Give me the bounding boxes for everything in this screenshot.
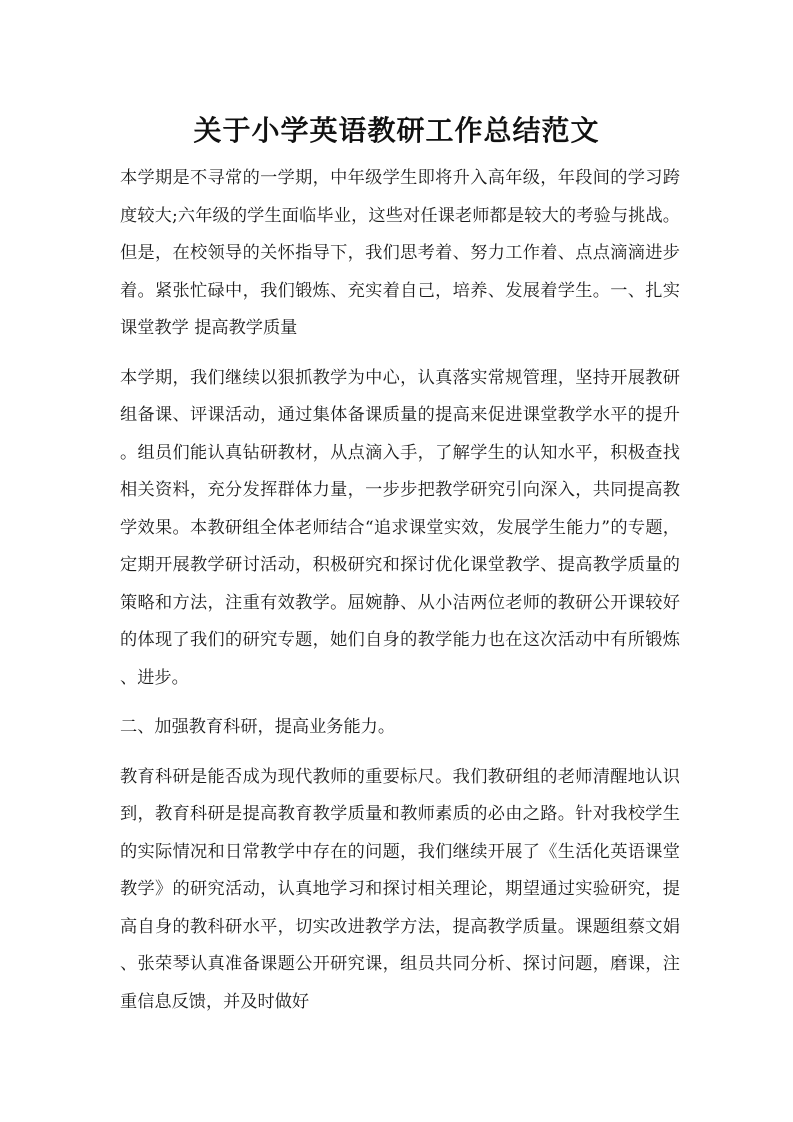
- paragraph-research: 教育科研是能否成为现代教师的重要标尺。我们教研组的老师清醒地认识到，教育科研是提高教育教学质量和教师素质的必由之路。针对我校学生的实际情况和日常教学中存在的问题，我们继续开展了《生活化英语课堂教学》的研究活动，认真地学习和探讨相关理论，期望通过实验研究，提高自身的教科研水平，切实改进教学方法，提高教学质量。课题组蔡文娟、张荣琴认真准备课题公开研究课，组员共同分析、探讨问题，磨课，注重信息反馈，并及时做好: [120, 766, 680, 1012]
- document-title: 关于小学英语教研工作总结范文: [193, 113, 600, 147]
- document-body: [120, 160, 680, 1033]
- paragraph-intro: 本学期是不寻常的一学期，中年级学生即将升入高年级，年段间的学习跨度较大;六年级的学生面临毕业，这些对任课老师都是较大的考验与挑战。但是，在校领导的关怀指导下，我们思考着、努力工作着、点点滴滴进步着。紧张忙碌中，我们锻炼、充实着自己，培养、发展着学生。一、扎实课堂教学 提高教学质量: [120, 168, 680, 338]
- paragraph-teaching: 本学期，我们继续以狠抓教学为中心，认真落实常规管理，坚持开展教研组备课、评课活动，通过集体备课质量的提高来促进课堂教学水平的提升。组员们能认真钻研教材，从点滴入手，了解学生的认知水平，积极查找相关资料，充分发挥群体力量，一步步把教学研究引向深入，共同提高教学效果。本教研组全体老师结合“追求课堂实效，发展学生能力”的专题，定期开展教学研讨活动，积极研究和探讨优化课堂教学、提高教学质量的策略和方法，注重有效教学。屈婉静、从小洁两位老师的教研公开课较好的体现了我们的研究专题，她们自身的教学能力也在这次活动中有所锻炼、进步。: [120, 367, 680, 688]
- section-heading-research: 二、加强教育科研，提高业务能力。: [120, 717, 396, 737]
